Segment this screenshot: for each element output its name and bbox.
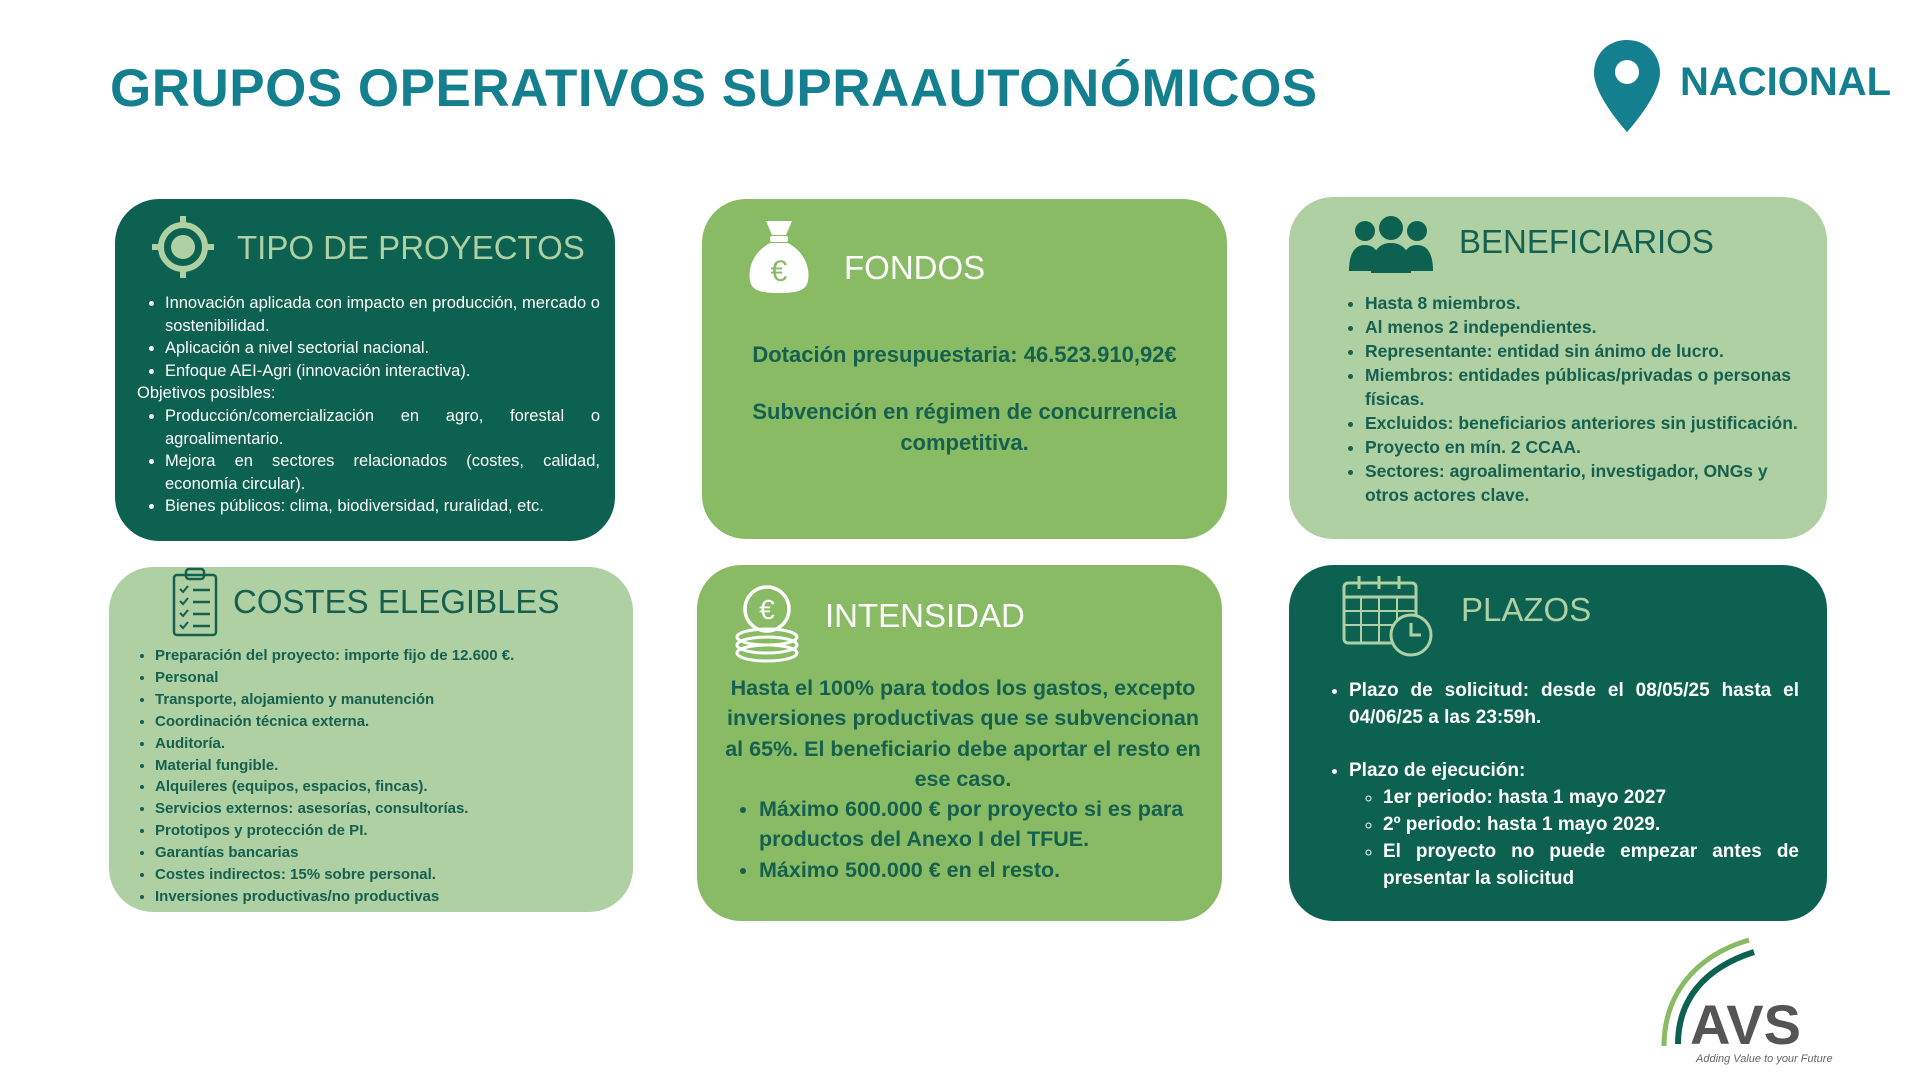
card-title: BENEFICIARIOS (1459, 223, 1714, 260)
card-body (1327, 677, 1799, 892)
logo-tagline: Adding Value to your Future (1696, 1053, 1833, 1065)
list-item: • Sectores: agroalimentario, investigador, ONGs y otros actores clave. (1365, 459, 1807, 507)
people-group-icon (1347, 215, 1435, 275)
card-intensidad (697, 565, 1222, 921)
calendar-clock-icon (1341, 573, 1433, 657)
list-item: • Enfoque AEI-Agri (innovación interactiva). (165, 360, 600, 383)
execution-label: Plazo de ejecución: (1349, 760, 1526, 781)
list-item: • Auditoría. (155, 733, 613, 755)
list-item: • Servicios externos: asesorías, consultorías. (155, 798, 613, 820)
clipboard-checklist-icon (171, 567, 219, 637)
card-body (137, 645, 613, 908)
list-item: • Garantías bancarias (155, 842, 613, 864)
list-item: • Coordinación técnica externa. (155, 711, 613, 733)
location-label: NACIONAL (1680, 60, 1892, 104)
money-bag-euro-icon (746, 219, 812, 295)
card-body (137, 292, 600, 518)
page-title: GRUPOS OPERATIVOS SUPRAAUTONÓMICOS (110, 59, 1318, 118)
list-item: • Máximo 600.000 € por proyecto si es para productos del Anexo I del TFUE. (759, 794, 1207, 855)
card-body (1337, 291, 1807, 507)
svg-text:€: € (770, 255, 788, 288)
list-item: • Costes indirectos: 15% sobre personal. (155, 864, 613, 886)
card-costes-elegibles (109, 567, 633, 912)
card-plazos (1289, 565, 1827, 921)
list-item: • Máximo 500.000 € en el resto. (759, 855, 1207, 885)
budget-text: Dotación presupuestaria: 46.523.910,92€ (752, 342, 1177, 367)
list-item: • Al menos 2 independientes. (1365, 315, 1807, 339)
list-item: • Prototipos y protección de PI. (155, 820, 613, 842)
card-title: COSTES ELEGIBLES (233, 583, 560, 620)
list-item: • Personal (155, 667, 613, 689)
card-title: PLAZOS (1461, 591, 1592, 628)
card-tipo-proyectos (115, 199, 615, 541)
list-item: • Miembros: entidades públicas/privadas o personas físicas. (1365, 363, 1807, 411)
target-icon (150, 214, 216, 280)
list-item: • Transporte, alojamiento y manutención (155, 689, 613, 711)
list-item: • Excluidos: beneficiarios anteriores sin justificación. (1365, 411, 1807, 435)
list-item: • Inversiones productivas/no productivas (155, 886, 613, 908)
list-item: • Alquileres (equipos, espacios, fincas). (155, 776, 613, 798)
list-item: • Material fungible. (155, 755, 613, 777)
map-pin-icon (1592, 38, 1662, 134)
subsidy-text: Subvención en régimen de concurrencia competitiva. (752, 399, 1177, 455)
list-item: • Aplicación a nivel sectorial nacional. (165, 337, 600, 360)
list-item: • Bienes públicos: clima, biodiversidad, ruralidad, etc. (165, 495, 600, 518)
euro-coins-icon (733, 583, 803, 663)
list-item: ◦ 1er periodo: hasta 1 mayo 2027 (1383, 784, 1799, 811)
list-item: • Innovación aplicada con impacto en producción, mercado o sostenibilidad. (165, 292, 600, 337)
card-title: INTENSIDAD (825, 597, 1025, 634)
list-item: • Producción/comercialización en agro, forestal o agroalimentario. (165, 405, 600, 450)
list-item: • Proyecto en mín. 2 CCAA. (1365, 435, 1807, 459)
list-item: • Representante: entidad sin ánimo de lucro. (1365, 339, 1807, 363)
intensity-lead: Hasta el 100% para todos los gastos, excepto inversiones productivas que se subvencionan al 65%. El beneficiario debe aportar el resto en ese caso. (725, 676, 1201, 791)
list-item (1349, 757, 1799, 892)
list-item: • Hasta 8 miembros. (1365, 291, 1807, 315)
list-item: • Preparación del proyecto: importe fijo de 12.600 €. (155, 645, 613, 667)
card-body (719, 673, 1207, 885)
logo-text: AVS (1690, 993, 1801, 1056)
card-beneficiarios (1289, 197, 1827, 539)
card-fondos (702, 199, 1227, 539)
card-title: TIPO DE PROYECTOS (237, 229, 585, 266)
objectives-heading: Objetivos posibles: (137, 384, 276, 403)
list-item: ◦ 2º periodo: hasta 1 mayo 2029. (1383, 811, 1799, 838)
card-title: FONDOS (844, 249, 986, 286)
avs-logo (1654, 936, 1834, 1066)
svg-text:€: € (759, 594, 775, 625)
list-item: • Plazo de solicitud: desde el 08/05/25 hasta el 04/06/25 a las 23:59h. (1349, 677, 1799, 731)
list-item: ◦ El proyecto no puede empezar antes de presentar la solicitud (1383, 838, 1799, 892)
list-item: • Mejora en sectores relacionados (costes, calidad, economía circular). (165, 450, 600, 495)
card-body (722, 339, 1207, 458)
